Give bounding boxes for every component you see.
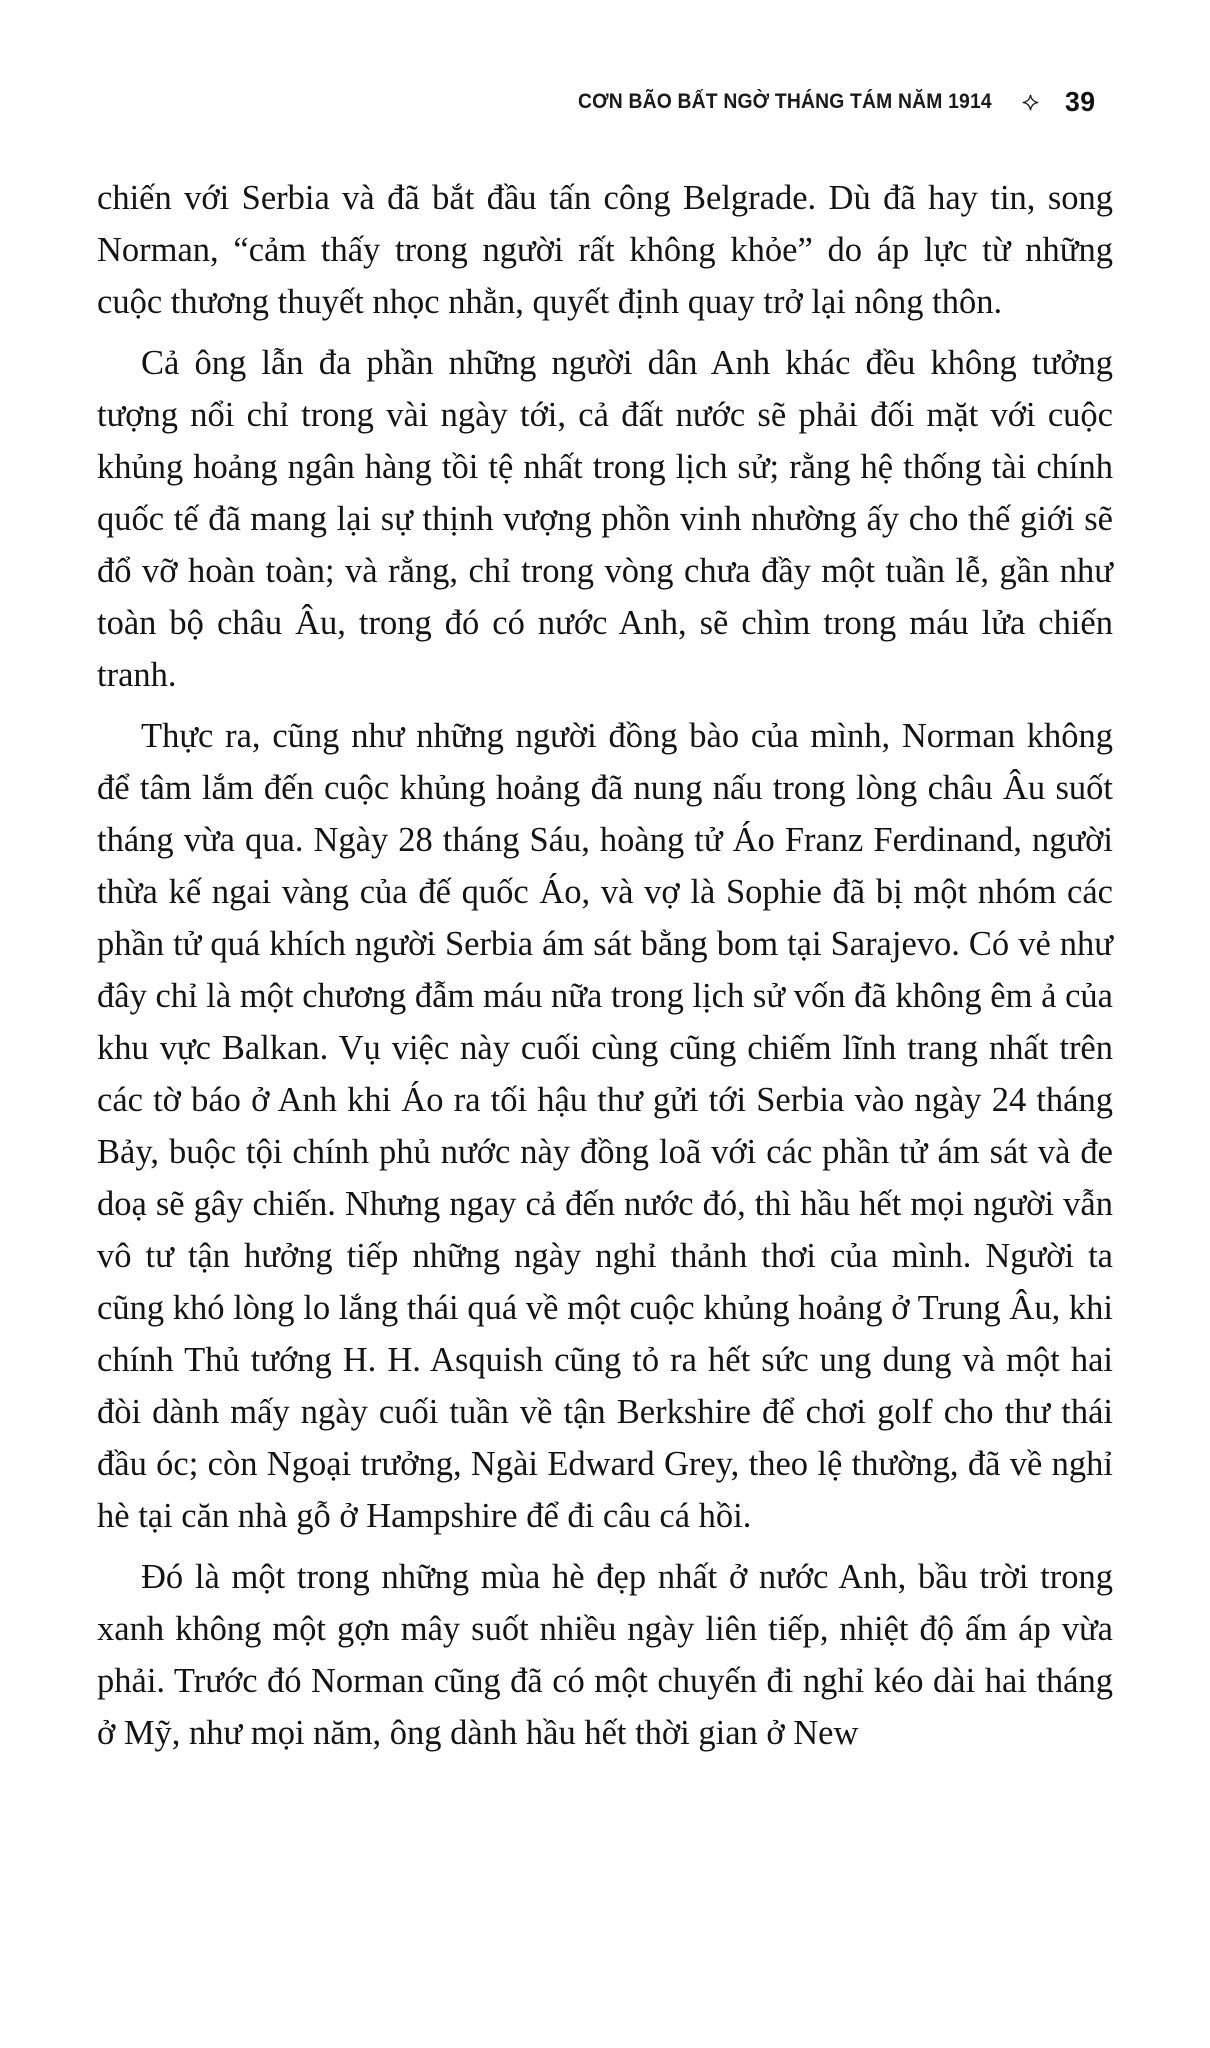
four-pointed-star-icon xyxy=(1022,94,1039,111)
running-title: CƠN BÃO BẤT NGỜ THÁNG TÁM NĂM 1914 xyxy=(578,90,992,113)
page-body xyxy=(97,172,1113,1768)
paragraph: Thực ra, cũng như những người đồng bào của mình, Norman không để tâm lắm đến cuộc khủng hoảng đã nung nấu trong lòng châu Âu suốt tháng vừa qua. Ngày 28 tháng Sáu, hoàng tử Áo Franz Ferdinand, người thừa kế ngai vàng của đế quốc Áo, và vợ là Sophie đã bị một nhóm các phần tử quá khích người Serbia ám sát bằng bom tại Sarajevo. Có vẻ như đây chỉ là một chương đẫm máu nữa trong lịch sử vốn đã không êm ả của khu vực Balkan. Vụ việc này cuối cùng cũng chiếm lĩnh trang nhất trên các tờ báo ở Anh khi Áo ra tối hậu thư gửi tới Serbia vào ngày 24 tháng Bảy, buộc tội chính phủ nước này đồng loã với các phần tử ám sát và đe doạ sẽ gây chiến. Nhưng ngay cả đến nước đó, thì hầu hết mọi người vẫn vô tư tận hưởng tiếp những ngày nghỉ thảnh thơi của mình. Người ta cũng khó lòng lo lắng thái quá về một cuộc khủng hoảng ở Trung Âu, khi chính Thủ tướng H. H. Asquish cũng tỏ ra hết sức ung dung và một hai đòi dành mấy ngày cuối tuần về tận Berkshire để chơi golf cho thư thái đầu óc; còn Ngoại trưởng, Ngài Edward Grey, theo lệ thường, đã về nghỉ hè tại căn nhà gỗ ở Hampshire để đi câu cá hồi. xyxy=(97,717,1113,1535)
paragraph: chiến với Serbia và đã bắt đầu tấn công Belgrade. Dù đã hay tin, song Norman, “cảm thấy trong người rất không khỏe” do áp lực từ những cuộc thương thuyết nhọc nhằn, quyết định quay trở lại nông thôn. xyxy=(97,179,1113,321)
page-number: 39 xyxy=(1064,86,1096,117)
paragraph: Cả ông lẫn đa phần những người dân Anh khác đều không tưởng tượng nổi chỉ trong vài ngày tới, cả đất nước sẽ phải đối mặt với cuộc khủng hoảng ngân hàng tồi tệ nhất trong lịch sử; rằng hệ thống tài chính quốc tế đã mang lại sự thịnh vượng phồn vinh nhường ấy cho thế giới sẽ đổ vỡ hoàn toàn; và rằng, chỉ trong vòng chưa đầy một tuần lễ, gần như toàn bộ châu Âu, trong đó có nước Anh, sẽ chìm trong máu lửa chiến tranh. xyxy=(97,344,1113,694)
paragraph: Đó là một trong những mùa hè đẹp nhất ở nước Anh, bầu trời trong xanh không một gợn mây suốt nhiều ngày liên tiếp, nhiệt độ ấm áp vừa phải. Trước đó Norman cũng đã có một chuyến đi nghỉ kéo dài hai tháng ở Mỹ, như mọi năm, ông dành hầu hết thời gian ở New xyxy=(97,1558,1113,1752)
page-header xyxy=(97,86,1097,118)
